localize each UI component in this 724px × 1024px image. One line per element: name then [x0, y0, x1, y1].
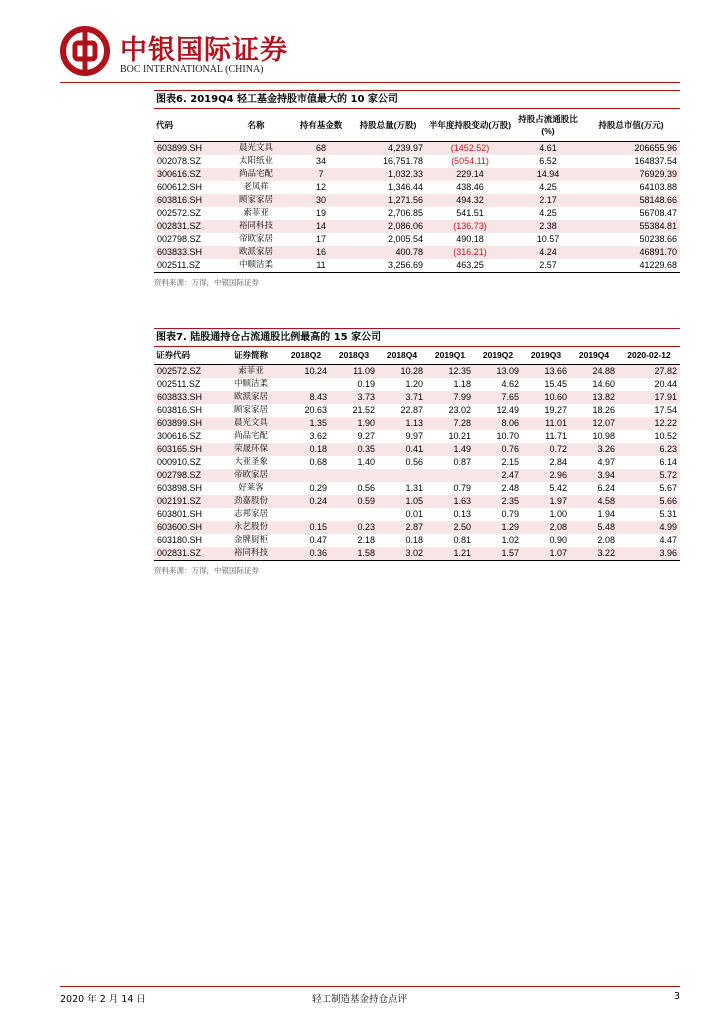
table-cell: 0.18 [405, 534, 423, 545]
table-cell: 14.94 [536, 168, 560, 179]
table-cell: 17 [315, 233, 326, 244]
table-cell: 19 [315, 207, 326, 218]
table-cell: 1.29 [501, 521, 519, 532]
table-cell: 11.71 [545, 430, 567, 441]
table-cell: 1.40 [357, 456, 375, 467]
column-header: 半年度持股变动(万股) [428, 119, 512, 130]
boc-logo-icon [60, 26, 110, 76]
table-cell: 2.15 [501, 456, 519, 467]
table-cell: 56708.47 [639, 207, 677, 218]
table-cell: 10.57 [536, 233, 560, 244]
brand-name-cn: 中银国际证券 [120, 35, 288, 66]
table-cell: 23.02 [448, 404, 471, 415]
table-cell: 7 [318, 168, 324, 179]
table-cell: 10.52 [654, 430, 677, 441]
table-cell: 3.73 [357, 391, 375, 402]
table-cell: 0.29 [309, 482, 327, 493]
table-cell: 7.65 [501, 391, 519, 402]
table-cell: 603801.SH [157, 508, 203, 519]
table-cell: 欧派家居 [233, 391, 268, 402]
column-header: 持股总市值(万元) [598, 119, 664, 130]
table-cell: 300616.SZ [157, 168, 202, 179]
table-cell: 002191.SZ [157, 495, 202, 506]
column-header: 持股占流通股比(%) [518, 113, 578, 136]
table-row [154, 404, 680, 417]
figure-7 [154, 328, 680, 576]
table-cell: 002572.SZ [157, 365, 202, 376]
table-cell: 12.07 [592, 417, 615, 428]
table-cell: 3.02 [405, 547, 423, 558]
table-cell: 5.48 [597, 521, 615, 532]
table-cell: 41229.68 [639, 259, 677, 270]
table-cell: 229.14 [456, 168, 484, 179]
table-row [154, 547, 680, 561]
column-header: 2020-02-12 [627, 350, 671, 361]
table-row [154, 508, 680, 521]
table-cell: 2.47 [501, 469, 519, 480]
table-cell: 4.61 [539, 142, 557, 153]
table-cell: 3.94 [597, 469, 615, 480]
table-row [154, 482, 680, 495]
table-cell: 20.44 [654, 378, 677, 389]
table-cell: 0.01 [405, 508, 423, 519]
table-cell: 11.09 [353, 365, 375, 376]
table-cell [426, 469, 474, 482]
table-cell: 4.58 [597, 495, 615, 506]
table-cell: 6.23 [659, 443, 677, 454]
table-cell: 大亚圣象 [233, 456, 268, 467]
table-cell: 2.57 [539, 259, 557, 270]
table-cell: 2.48 [501, 482, 519, 493]
table-cell: 603899.SH [157, 417, 203, 428]
table-cell: 晨光文具 [233, 417, 268, 428]
table-cell: 0.36 [309, 547, 327, 558]
table-cell: 志邦家居 [233, 508, 268, 519]
table-row [154, 220, 680, 233]
table-cell: 300616.SZ [157, 430, 202, 441]
table-cell: 顾家家居 [238, 194, 273, 205]
column-header: 2019Q4 [578, 350, 610, 361]
table-cell: 8.43 [309, 391, 327, 402]
table-cell: 4.24 [539, 246, 557, 257]
table-cell: 1.21 [453, 547, 471, 558]
table-cell: 0.79 [501, 508, 519, 519]
table-cell: 17.91 [654, 391, 677, 402]
table-cell: 002831.SZ [157, 220, 202, 231]
table-row [154, 469, 680, 482]
table-cell: 16 [315, 246, 326, 257]
table-cell: 9.97 [405, 430, 423, 441]
column-header: 2019Q3 [530, 350, 562, 361]
table-cell: 27.82 [654, 365, 677, 376]
table-cell: 2.18 [357, 534, 375, 545]
table-cell [378, 469, 426, 482]
column-header: 2019Q1 [434, 350, 466, 361]
table-cell: 2.50 [453, 521, 471, 532]
table-cell: 2,706.85 [387, 207, 423, 218]
table-cell: 206655.96 [634, 142, 677, 153]
table-cell: 1.05 [405, 495, 423, 506]
table-row [154, 364, 680, 378]
table-cell: 5.42 [549, 482, 567, 493]
table-cell: 晨光文具 [238, 142, 273, 153]
table-cell: 7.28 [453, 417, 471, 428]
table-cell: 24.88 [592, 365, 615, 376]
figure-7-table [154, 347, 680, 561]
table-cell: 1.57 [501, 547, 519, 558]
table-cell: 4.97 [597, 456, 615, 467]
table-cell: 17.54 [654, 404, 677, 415]
table-cell: 0.79 [453, 482, 471, 493]
table-cell: 002798.SZ [157, 469, 202, 480]
table-cell: 0.87 [453, 456, 471, 467]
table-cell: 1.20 [405, 378, 423, 389]
table-row [154, 207, 680, 220]
table-cell: 0.56 [357, 482, 375, 493]
table-row [154, 194, 680, 207]
table-cell: 603600.SH [157, 521, 203, 532]
table-cell: 7.99 [453, 391, 471, 402]
figure-6 [154, 90, 680, 288]
table-cell: 2.35 [501, 495, 519, 506]
table-cell: 尚品宅配 [233, 430, 268, 441]
footer-divider [60, 986, 680, 987]
table-cell: 002572.SZ [157, 207, 202, 218]
table-cell: 6.52 [539, 155, 557, 166]
table-cell: 14 [315, 220, 326, 231]
table-cell: 0.72 [549, 443, 567, 454]
table-cell: 463.25 [456, 259, 484, 270]
figure-6-table [154, 109, 680, 273]
table-cell: 1.07 [549, 547, 567, 558]
table-cell: 13.82 [592, 391, 615, 402]
table-cell: 12.35 [448, 365, 471, 376]
table-cell: 1.35 [309, 417, 327, 428]
table-cell: (5054.11) [451, 155, 489, 166]
table-cell: 0.90 [549, 534, 567, 545]
table-cell: 603180.SH [157, 534, 203, 545]
table-row [154, 168, 680, 181]
table-cell: 4,239.97 [387, 142, 423, 153]
table-cell: 30 [315, 194, 326, 205]
table-row [154, 417, 680, 430]
table-cell: 老凤祥 [243, 181, 269, 192]
column-header: 2018Q2 [290, 350, 322, 361]
table-cell: 10.24 [304, 365, 327, 376]
table-cell [282, 508, 330, 521]
table-cell: 541.51 [456, 207, 484, 218]
table-cell: 603816.SH [157, 404, 203, 415]
table-cell: 46891.70 [639, 246, 677, 257]
table-cell: 10.28 [400, 365, 423, 376]
column-header: 证券代码 [156, 350, 191, 361]
table-cell: 1.31 [405, 482, 423, 493]
table-cell: 0.13 [453, 508, 471, 519]
table-cell: 0.76 [501, 443, 519, 454]
table-cell: 16,751.78 [382, 155, 423, 166]
table-cell: 002831.SZ [157, 547, 202, 558]
table-cell: 劲嘉股份 [233, 495, 268, 506]
table-row [154, 378, 680, 391]
table-cell: 2.84 [549, 456, 567, 467]
table-cell [330, 469, 378, 482]
table-row [154, 181, 680, 194]
table-cell: 55384.81 [639, 220, 677, 231]
column-header: 2019Q2 [482, 350, 514, 361]
table-cell: 164837.54 [634, 155, 677, 166]
table-row [154, 259, 680, 273]
table-cell: 15.45 [544, 378, 567, 389]
table-cell: 4.99 [659, 521, 677, 532]
column-header: 2018Q4 [386, 350, 418, 361]
table-cell: 裕同科技 [238, 220, 273, 231]
table-row [154, 456, 680, 469]
figure-7-source: 资料来源：万得，中银国际证券 [154, 565, 259, 575]
table-cell: 34 [315, 155, 326, 166]
table-cell: 4.25 [539, 181, 557, 192]
footer-date: 2020 年 2 月 14 日 [60, 994, 146, 1005]
table-cell: 3.62 [309, 430, 327, 441]
table-cell: 4.62 [501, 378, 519, 389]
table-cell: 002078.SZ [157, 155, 202, 166]
figure-7-title: 图表7. 陆股通持仓占流通股比例最高的 15 家公司 [154, 328, 680, 347]
table-row [154, 141, 680, 155]
table-cell: 顾家家居 [233, 404, 268, 415]
table-cell: 6.14 [659, 456, 677, 467]
table-cell: 帝欧家居 [233, 469, 268, 480]
table-cell: 603816.SH [157, 194, 203, 205]
table-cell: 好莱客 [238, 482, 264, 493]
table-cell: 帝欧家居 [238, 233, 273, 244]
table-row [154, 233, 680, 246]
table-cell: 11.01 [545, 417, 567, 428]
table-cell: 5.66 [659, 495, 677, 506]
table-cell: 13.66 [544, 365, 567, 376]
table-cell: 50238.66 [639, 233, 677, 244]
table-cell: 0.23 [357, 521, 375, 532]
table-cell: 尚品宅配 [238, 168, 273, 179]
table-cell: 68 [315, 142, 326, 153]
table-cell [282, 469, 330, 482]
table-cell: 12.22 [654, 417, 677, 428]
table-cell: 000910.SZ [157, 456, 202, 467]
table-cell: 603165.SH [157, 443, 203, 454]
table-cell: 太阳纸业 [238, 155, 273, 166]
table-cell: 603833.SH [157, 391, 203, 402]
table-cell: 2,086.06 [387, 220, 423, 231]
table-cell: 0.41 [405, 443, 423, 454]
table-cell: 1.63 [453, 495, 471, 506]
table-cell: 494.32 [456, 194, 484, 205]
table-cell: 1.13 [405, 417, 423, 428]
table-cell: 裕同科技 [233, 547, 268, 558]
table-cell: 索菲亚 [238, 365, 264, 376]
table-cell: 10.21 [448, 430, 471, 441]
table-cell: 1.58 [357, 547, 375, 558]
table-cell: (316.21) [453, 246, 487, 257]
table-cell: 14.60 [592, 378, 615, 389]
table-cell: 0.68 [309, 456, 327, 467]
table-row [154, 430, 680, 443]
column-header: 2018Q3 [338, 350, 370, 361]
table-cell: 002511.SZ [157, 378, 201, 389]
table-cell: 5.67 [659, 482, 677, 493]
table-cell: 19.27 [544, 404, 567, 415]
column-header: 名称 [247, 119, 265, 130]
table-cell: 3.71 [405, 391, 423, 402]
table-cell: 2.17 [539, 194, 557, 205]
table-cell: 0.56 [405, 456, 423, 467]
table-row [154, 443, 680, 456]
table-cell: 18.26 [592, 404, 615, 415]
table-cell: 600612.SH [157, 181, 203, 192]
table-cell: 3.22 [597, 547, 615, 558]
table-cell: 4.47 [659, 534, 677, 545]
table-cell: 1,271.56 [387, 194, 423, 205]
table-cell: 永艺股份 [233, 521, 268, 532]
table-cell: 12.49 [496, 404, 519, 415]
table-header-row [154, 347, 680, 364]
table-cell: 10.98 [592, 430, 615, 441]
table-cell: 12 [315, 181, 326, 192]
page-header [60, 26, 680, 88]
table-cell: 20.63 [304, 404, 327, 415]
table-cell: 5.72 [659, 469, 677, 480]
table-cell: 400.78 [395, 246, 423, 257]
table-row [154, 391, 680, 404]
table-cell: 荣晟环保 [233, 443, 268, 454]
table-cell: 002511.SZ [157, 259, 201, 270]
figure-6-source: 资料来源：万得，中银国际证券 [154, 277, 259, 287]
table-cell: 603833.SH [157, 246, 203, 257]
table-cell: 0.19 [357, 378, 375, 389]
table-cell: 1,346.44 [387, 181, 423, 192]
table-cell: 438.46 [456, 181, 484, 192]
table-cell: 5.31 [659, 508, 677, 519]
table-cell: 58148.66 [639, 194, 677, 205]
table-cell: 490.18 [456, 233, 484, 244]
table-cell: 2.08 [597, 534, 615, 545]
table-cell: 2.96 [549, 469, 567, 480]
table-cell: 1.02 [501, 534, 519, 545]
table-cell: 21.52 [352, 404, 375, 415]
table-cell: 金牌厨柜 [233, 534, 268, 545]
column-header: 证券简称 [233, 350, 268, 361]
table-cell: 0.18 [309, 443, 327, 454]
table-row [154, 246, 680, 259]
table-cell: 2,005.54 [387, 233, 423, 244]
table-cell: 10.60 [544, 391, 567, 402]
table-cell: (1452.52) [450, 142, 490, 153]
table-cell: 64103.88 [639, 181, 677, 192]
table-header-row [154, 109, 680, 141]
table-row [154, 521, 680, 534]
table-cell: 002798.SZ [157, 233, 202, 244]
table-cell: 603899.SH [157, 142, 203, 153]
table-cell: 13.09 [496, 365, 519, 376]
table-cell: 22.87 [400, 404, 423, 415]
table-cell: 索菲亚 [243, 207, 269, 218]
table-cell: 0.24 [309, 495, 327, 506]
table-row [154, 534, 680, 547]
table-cell: (136.73) [453, 220, 487, 231]
table-cell: 8.06 [501, 417, 519, 428]
table-cell: 4.25 [539, 207, 557, 218]
table-cell: 76929.39 [639, 168, 677, 179]
column-header: 持股总量(万股) [359, 119, 417, 130]
table-cell: 2.87 [405, 521, 423, 532]
table-cell: 10.70 [496, 430, 519, 441]
table-cell: 603898.SH [157, 482, 203, 493]
table-cell: 0.59 [357, 495, 375, 506]
table-row [154, 155, 680, 168]
table-cell: 1.94 [597, 508, 615, 519]
header-divider [60, 82, 680, 83]
table-cell: 9.27 [357, 430, 375, 441]
table-cell: 1.90 [357, 417, 375, 428]
table-cell: 中顺洁柔 [238, 259, 273, 270]
table-cell: 3.96 [659, 547, 677, 558]
column-header: 代码 [156, 119, 174, 130]
footer-report-title: 轻工制造基金持仓点评 [312, 994, 408, 1005]
figure-6-title: 图表6. 2019Q4 轻工基金持股市值最大的 10 家公司 [154, 90, 680, 109]
table-cell: 11 [316, 259, 326, 270]
table-cell: 0.15 [309, 521, 327, 532]
table-cell: 3.26 [597, 443, 615, 454]
table-cell: 3,256.69 [387, 259, 423, 270]
table-cell: 1,032.33 [387, 168, 423, 179]
table-cell: 1.97 [549, 495, 567, 506]
table-cell: 1.18 [453, 378, 471, 389]
column-header: 持有基金数 [299, 119, 343, 130]
brand-name-en: BOC INTERNATIONAL (CHINA) [120, 64, 264, 75]
table-row [154, 495, 680, 508]
table-cell: 1.49 [453, 443, 471, 454]
table-cell: 2.38 [539, 220, 557, 231]
table-cell: 2.08 [549, 521, 567, 532]
table-cell [330, 508, 378, 521]
table-cell: 0.81 [453, 534, 471, 545]
page-number: 3 [673, 991, 680, 1002]
table-cell: 1.00 [549, 508, 567, 519]
table-cell [282, 378, 330, 391]
table-cell: 中顺洁柔 [233, 378, 268, 389]
table-cell: 欧派家居 [238, 246, 273, 257]
table-cell: 0.35 [357, 443, 375, 454]
table-cell: 6.24 [597, 482, 615, 493]
table-cell: 0.47 [309, 534, 327, 545]
